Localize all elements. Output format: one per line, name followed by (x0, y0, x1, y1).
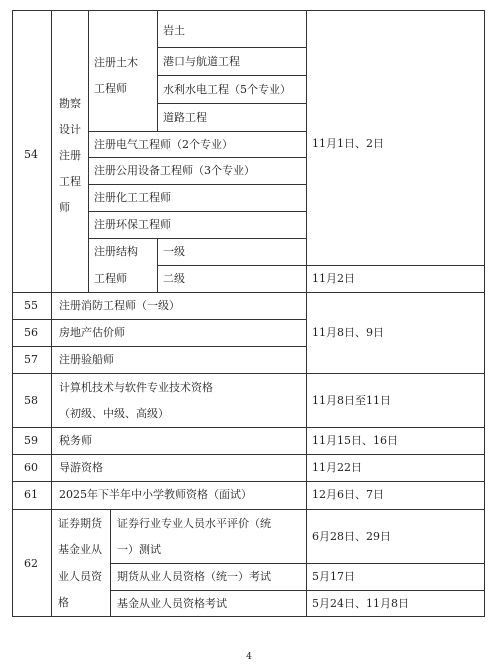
col-divider-54-category (88, 10, 89, 292)
civil-sub-road: 道路工程 (163, 111, 207, 124)
utility-engineer: 注册公用设备工程师（3个专业） (94, 164, 255, 177)
exam-name: 税务师 (59, 434, 92, 447)
exam-name: 注册验船师 (59, 353, 114, 366)
rule-civil-3 (157, 103, 306, 104)
civil-sub-water: 水利水电工程（5个专业） (163, 83, 291, 96)
table-border-top (12, 10, 485, 11)
chemical-engineer: 注册化工工程师 (94, 191, 171, 204)
rule-after-61 (12, 509, 485, 510)
rule-after-57 (12, 373, 485, 374)
row-number: 57 (24, 353, 38, 366)
rule-after-60 (12, 481, 485, 482)
rule-civil-1 (157, 47, 306, 48)
exam-date: 12月6日、7日 (312, 488, 384, 501)
exam-name: 基金从业人员资格考试 (117, 597, 227, 610)
exam-name: 注册消防工程师（一级） (59, 299, 180, 312)
row-number: 56 (24, 326, 38, 339)
row-number: 60 (24, 461, 38, 474)
rule-after-55 (12, 319, 306, 320)
rule-after-54 (12, 292, 485, 293)
exam-name: 2025年下半年中小学教师资格（面试） (59, 488, 252, 501)
date-55-57: 11月8日、9日 (312, 326, 384, 339)
exam-name-line-2: 一）测试 (117, 543, 161, 556)
col-divider-num (51, 10, 52, 616)
row-number: 54 (24, 148, 38, 161)
rule-after-58 (12, 427, 485, 428)
rule-after-env (88, 238, 306, 239)
structure-level-2: 二级 (163, 272, 185, 285)
exam-date: 5月17日 (312, 570, 355, 583)
exam-name-line-1: 证券行业专业人员水平评价（统 (117, 517, 271, 530)
environmental-engineer: 注册环保工程师 (94, 218, 171, 231)
table-border-left (12, 10, 13, 616)
rule-62-b (110, 590, 485, 591)
row-number: 62 (24, 557, 38, 570)
row-number: 55 (24, 299, 38, 312)
table-border-right (484, 10, 485, 616)
exam-name-line-2: （初级、中级、高级） (59, 407, 169, 420)
exam-name-line-1: 计算机技术与软件专业技术资格 (59, 381, 213, 394)
rule-after-utility (88, 184, 306, 185)
table-border-bottom (12, 616, 485, 617)
electrical-engineer: 注册电气工程师（2个专业） (94, 138, 233, 151)
rule-after-civil (88, 131, 306, 132)
exam-name: 导游资格 (59, 461, 103, 474)
civil-sub-port: 港口与航道工程 (163, 55, 240, 68)
date-54-level2: 11月2日 (312, 272, 355, 285)
exam-date: 11月8日至11日 (312, 394, 391, 407)
rule-structure-levels (157, 265, 484, 266)
exam-date: 5月24日、11月8日 (312, 597, 409, 610)
col-divider-54-civil (157, 10, 158, 131)
civil-sub-geotech: 岩土 (163, 24, 185, 37)
rule-after-electrical (88, 157, 306, 158)
exam-date: 11月15日、16日 (312, 434, 398, 447)
exam-date: 11月22日 (312, 461, 362, 474)
rule-civil-2 (157, 75, 306, 76)
rule-after-59 (12, 454, 485, 455)
exam-name: 期货从业人员资格（统一）考试 (117, 570, 271, 583)
col-divider-date (306, 10, 307, 616)
rule-after-56 (12, 346, 306, 347)
exam-date: 6月28日、29日 (312, 530, 391, 543)
row-number: 61 (24, 488, 38, 501)
structure-level-1: 一级 (163, 245, 185, 258)
page-number: 4 (246, 652, 252, 662)
rule-after-chemical (88, 211, 306, 212)
row-number: 58 (24, 394, 38, 407)
row-number: 59 (24, 434, 38, 447)
rule-62-a (110, 563, 485, 564)
date-54-main: 11月1日、2日 (312, 137, 384, 150)
exam-name: 房地产估价师 (59, 326, 125, 339)
